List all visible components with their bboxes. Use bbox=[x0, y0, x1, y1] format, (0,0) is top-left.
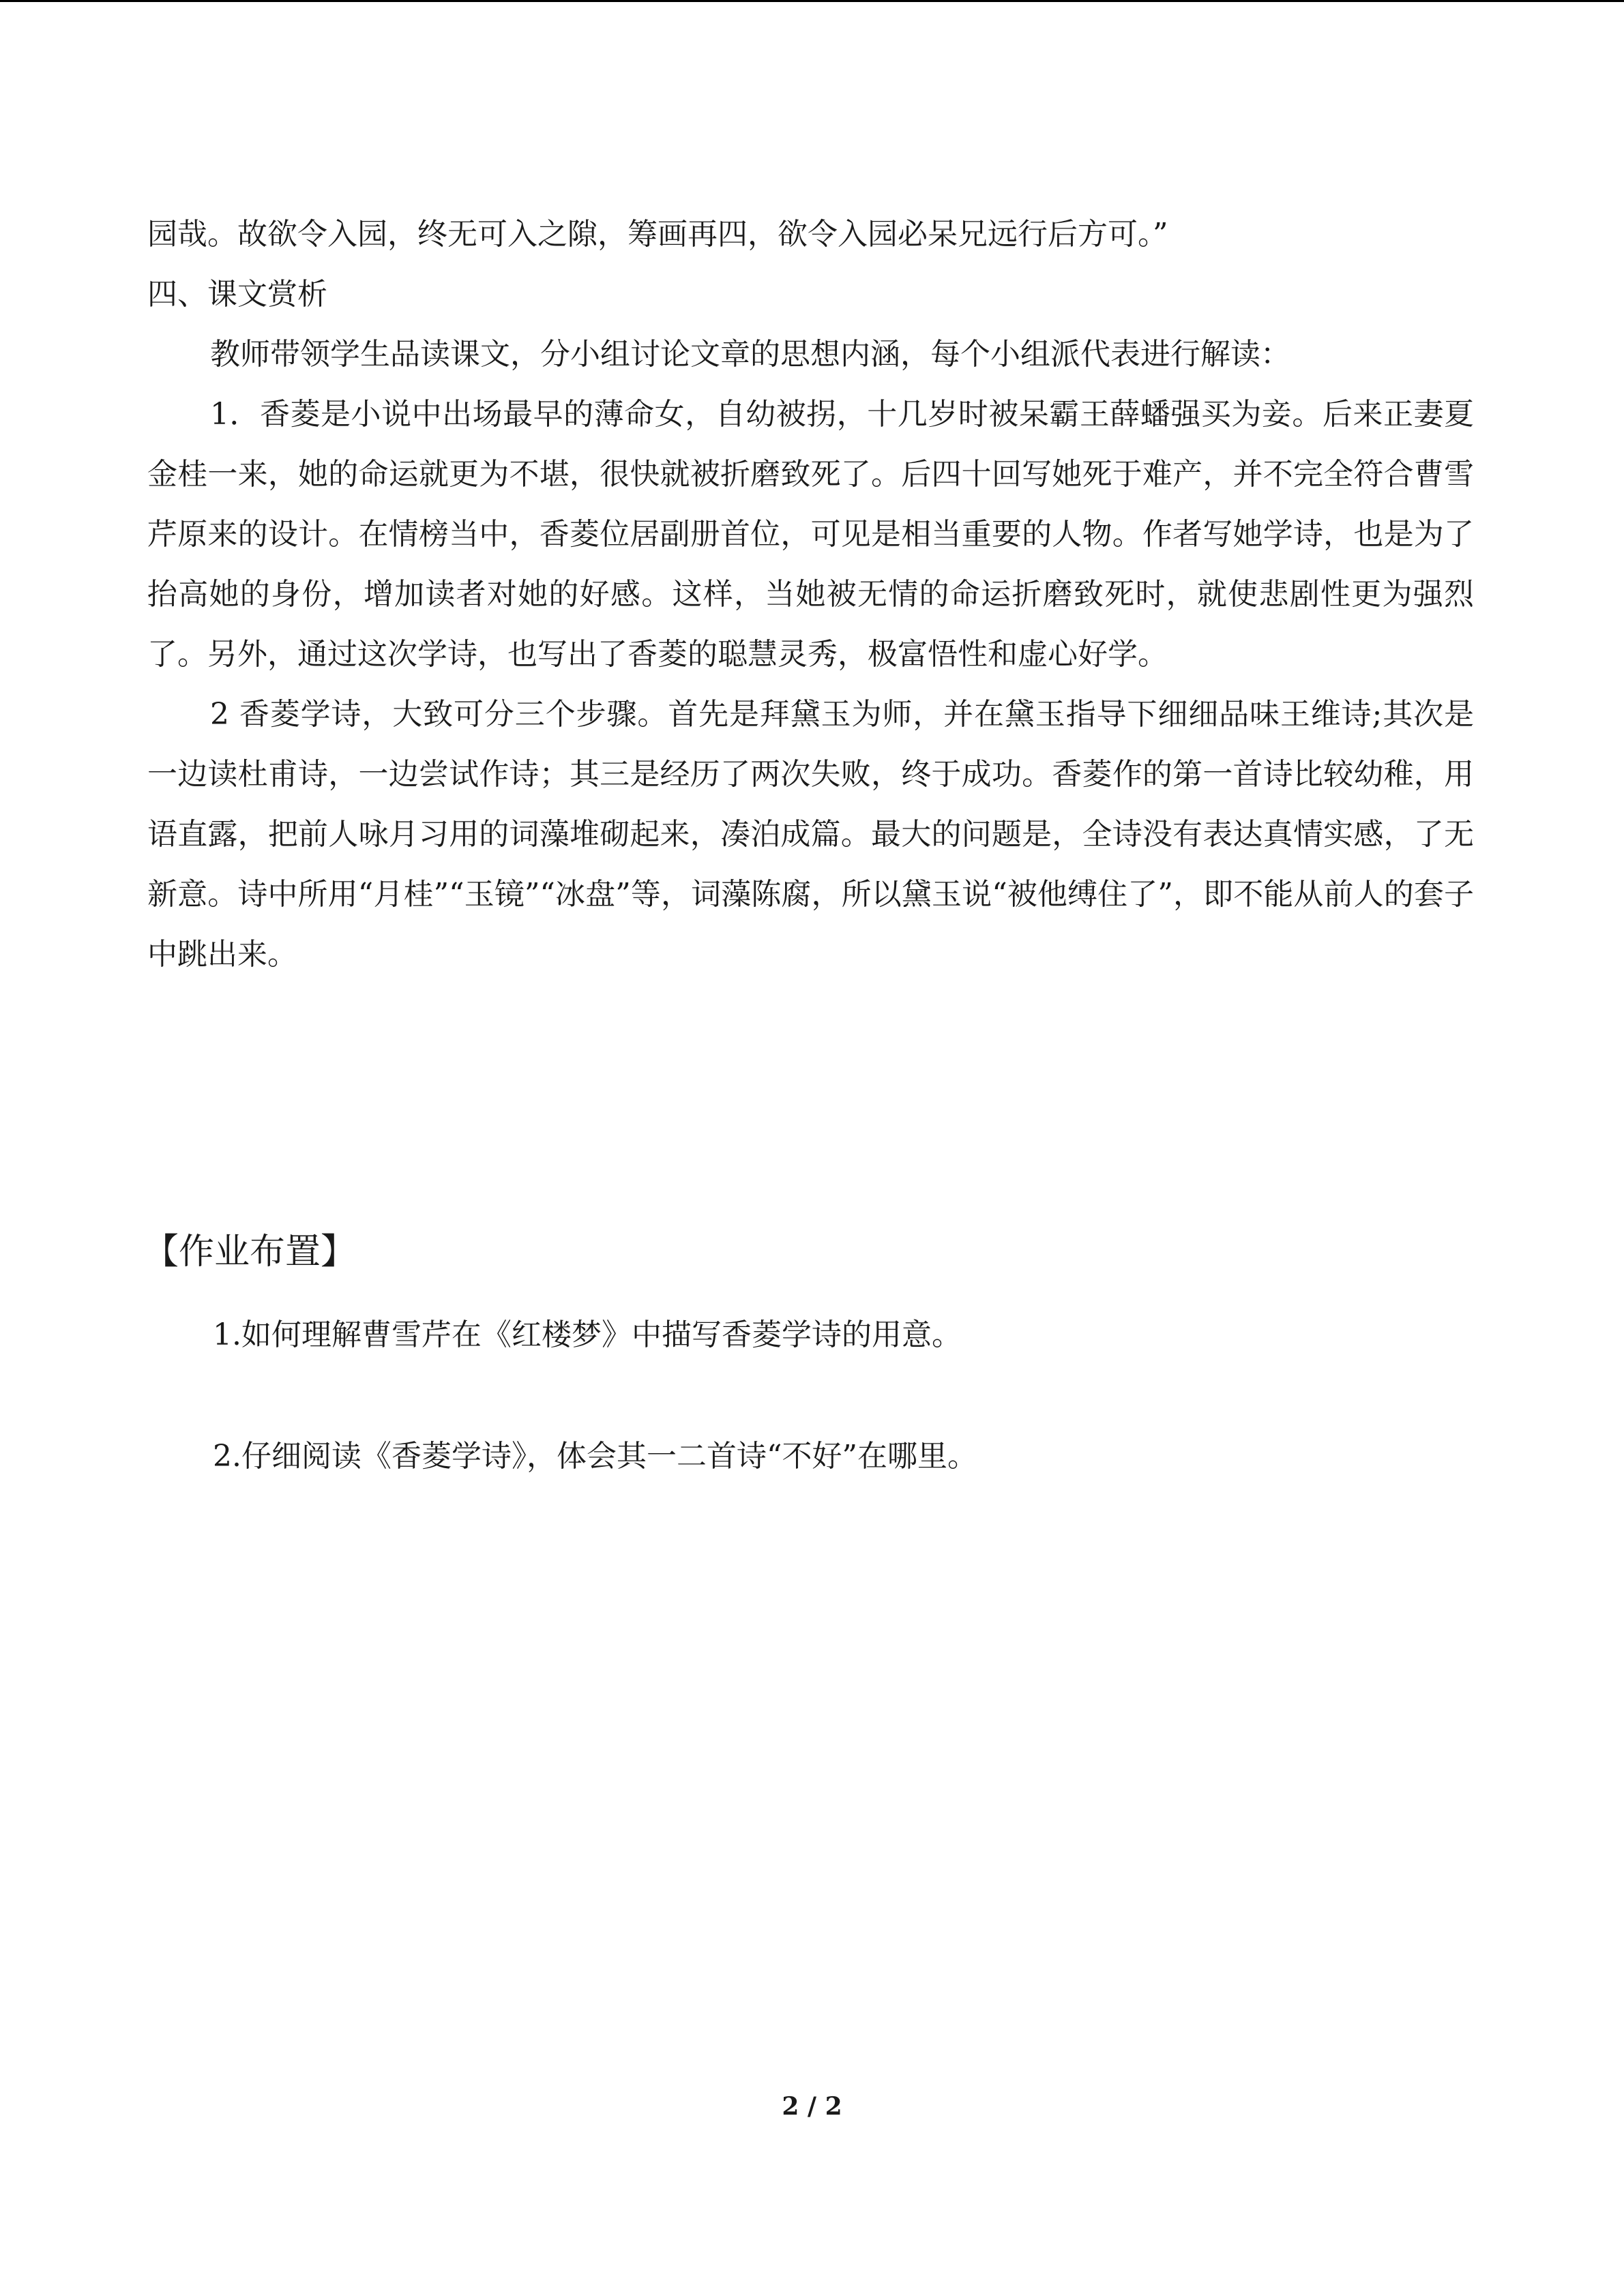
spacer bbox=[147, 1286, 1474, 1305]
continuation-line: 园哉。故欲令入园，终无可入之隙，筹画再四，欲令入园必呆兄远行后方可。” bbox=[147, 217, 1168, 252]
analysis-paragraph-2: 2 香菱学诗，大致可分三个步骤。首先是拜黛玉为师，并在黛玉指导下细细品味王维诗;其次是一边读杜甫诗，一边尝试作诗；其三是经历了两次失败，终于成功。香菱作的第一首诗比较幼稚，用语直露，把前人咏月习用的词藻堆砌起来，凑泊成篇。最大的问题是，全诗没有表达真情实感，了无新意。诗中所用“月桂”“玉镜”“冰盘”等，词藻陈腐，所以黛玉说“被他缚住了”，即不能从前人的套子中跳出来。 bbox=[147, 697, 1474, 972]
document-page bbox=[143, 205, 1474, 1487]
top-border-line bbox=[0, 0, 1624, 2]
page-number: 2 / 2 bbox=[782, 2092, 842, 2121]
spacer bbox=[147, 985, 1474, 1218]
spacer bbox=[147, 1365, 1474, 1427]
analysis-paragraph-1: 1．香菱是小说中出场最早的薄命女，自幼被拐，十几岁时被呆霸王薛蟠强买为妾。后来正妻夏金桂一来，她的命运就更为不堪，很快就被折磨致死了。后四十回写她死于难产，并不完全符合曹雪芹原来的设计。在情榜当中，香菱位居副册首位，可见是相当重要的人物。作者写她学诗，也是为了抬高她的身份，增加读者对她的好感。这样，当她被无情的命运折磨致死时，就使悲剧性更为强烈了。另外，通过这次学诗，也写出了香菱的聪慧灵秀，极富悟性和虚心好学。 bbox=[147, 397, 1474, 672]
intro-paragraph: 教师带领学生品读课文，分小组讨论文章的思想内涵，每个小组派代表进行解读： bbox=[210, 337, 1290, 372]
section-heading: 四、课文赏析 bbox=[147, 277, 327, 312]
homework-item-1: 1.如何理解曹雪芹在《红楼梦》中描写香菱学诗的用意。 bbox=[213, 1317, 962, 1352]
homework-title: 【作业布置】 bbox=[143, 1232, 357, 1272]
homework-item-2: 2.仔细阅读《香菱学诗》，体会其一二首诗“不好”在哪里。 bbox=[213, 1439, 977, 1474]
